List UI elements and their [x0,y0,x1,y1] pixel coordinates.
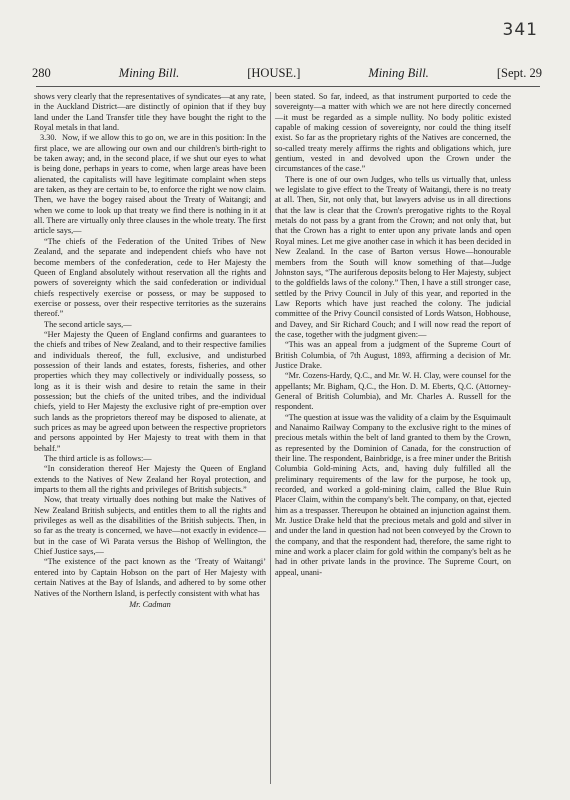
header-right-title: Mining Bill. [368,66,429,80]
left-paragraph-5: Now, that treaty virtually does nothing but make the Natives of New Zealand British subjects, and entitles them to all the rights and privileges as well as the disabilities of the British subjects. Then, in so far as the treaty is concerned, we have—not exactly in evidence—but in the case of Wi Parata versus the Bishop of Wellington, the Chief Justice says,— [34,495,266,557]
appeal-quote-1: “This was an appeal from a judgment of the Supreme Court of British Columbia, of 7th August, 1893, affirming a decision of Mr. Justice Drake. [275,340,511,370]
column-divider [270,92,271,784]
speaker-name: Mr. Cadman [129,599,171,609]
right-paragraph-1: been stated. So far, indeed, as that instrument purported to cede the sovereignty—a matter with which we are not here directly concerned—it must be regarded as a simple nullity. No body politic existed capable of making cession of sovereignty, nor could the thing itself exist. So far as the proprietary rights of the Natives are concerned, the so-called treaty merely affirms the rights and obligations which, jure gentium, vested in and devolved upon the Crown under the circumstances of the case.” [275,92,511,174]
header-rule [36,86,540,87]
appeal-quote-3: “The question at issue was the validity of a claim by the Esquimault and Nanaimo Railway Company to the exclusive right to the mines of precious metals within the belt of land granted to them by the Crown, as represented by the Dominion of Canada, for the construction of their line. The respondent, Bainbridge, is a free miner under the British Columbia Gold-mining Acts, and, having duly fulfilled all the preliminary requirements of the law for the purpose, he took up, recorded, and worked a gold-mining claim, called the Blue Ruin Placer Claim, within the company's belt. The company, on that, ejected him as a trespasser. Thereupon he obtained an injunction against them. Mr. Justice Drake held that the precious metals and gold and silver in and under the land in question had not been conveyed by the Crown to the company, and that the respondent had, therefore, the same right to mine and work a placer claim for gold within the company's belt as he had in other private lands in the province. The Supreme Court, on appeal, unani- [275,412,511,577]
right-paragraph-2: There is one of our own Judges, who tells us virtually that, unless we legislate to give effect to the Treaty of Waitangi, there is no treaty at all. Then, Sir, not only that, but lawyers advise us in all directions that the law is clear that the Crown's prerogative rights to the Royal metals do not pass by a grant from the Crown; and not only that, but that the Crown has a right to enter upon any private lands and open Royal mines. Let me give another case in which it has been decided in New Zealand. In the case of Barton versus Howe—honourable members from the South will know something of that—Judge Johnston says, “The auriferous deposits belong to Her Majesty, subject to the goldfields laws of the colony.” Then, I have a still stronger case, settled by the Privy Council in July of this year, and reported in the Law Reports which have just reached the colony. The judicial committee of the Privy Council consisted of Lords Watson, Hobhouse, and Davey, and Sir Richard Couch; and I will now read the report of the case, together with the judgment given:— [275,174,511,339]
left-column [34,92,266,610]
treaty-article-3-quote: “In consideration thereof Her Majesty the Queen of England extends to the Natives of New Zealand her Royal protection, and imparts to them all the rights and privileges of British subjects.” [34,464,266,495]
treaty-article-1-quote: “The chiefs of the Federation of the United Tribes of New Zealand, and the separate and independent chiefs who have not become members of the confederation, cede to Her Majesty the Queen of England absolutely without reservation all the rights and powers of sovereignty which the said confederation or individual chiefs respectively exercise or possess, or may be supposed to exercise or possess, over their respective territories as the suzerains thereof.” [34,236,266,319]
treaty-article-2-quote: “Her Majesty the Queen of England confirms and guarantees to the chiefs and tribes of New Zealand, and to their respective families and individuals thereof, the full, exclusive, and undisturbed possession of their lands and estates, forests, fisheries, and other properties which they may collectively or individually possess, so long as it is their wish and desire to retain the same in their possession; but the chiefs of the united tribes, and the individual chiefs, yield to Her Majesty the exclusive right of pre-emption over such lands as the proprietors thereof may be disposed to alienate, at such prices as may be agreed upon between the respective proprietors and persons appointed by Her Majesty to treat with them in that behalf.” [34,329,266,453]
right-column [275,92,511,578]
appeal-quote-2: “Mr. Cozens-Hardy, Q.C., and Mr. W. H. Clay, were counsel for the appellants; Mr. Bigham, Q.C., the Hon. D. M. Eberts, Q.C. (Attorney-General of British Columbia), and Mr. Charles A. Russell for the respondent. [275,371,511,412]
header-date: [Sept. 29 [496,66,542,80]
header-center-title: [HOUSE.] [247,66,301,80]
left-paragraph-3: The second article says,— [44,319,132,329]
running-header [32,66,542,81]
left-paragraph-1: shows very clearly that the representatives of syndicates—at any rate, in the Auckland District—are distinctly of opinion that if they buy land under the Land Transfer title they have bought the right to the Royal metals in that land. [34,92,266,133]
handwritten-page-mark: 341 [502,20,538,40]
left-paragraph-4: The third article is as follows:— [44,454,152,464]
left-paragraph-2-text: Now, if we allow this to go on, we are in this position: In the first place, we are allowing our own and our children's birth-right to be taken away; and, in the second place, if we shut our eyes to what is being done, perhaps in years to come, when large areas have been alienated, the capitalists will have legitimate complaint when steps are taken, as they are certain to be, to enforce the right we now claim. Then, we have the bogey raised about the Treaty of Waitangi; and when we come to look up that treaty we find there is nothing in it at all. There are virtually only three clauses in the whole treaty. The first article says,— [34,133,266,236]
header-left-title: Mining Bill. [118,66,180,80]
chief-justice-quote: “The existence of the pact known as the ‘Treaty of Waitangi’ entered into by Captain Hobson on the part of Her Majesty with certain Natives at the Bay of Islands, and adhered to by some other Natives of the Northern Island, is perfectly consistent with what has [34,557,266,598]
time-stamp: 3.30. [40,133,57,143]
left-paragraph-2 [34,133,266,236]
page-number: 280 [32,66,51,80]
